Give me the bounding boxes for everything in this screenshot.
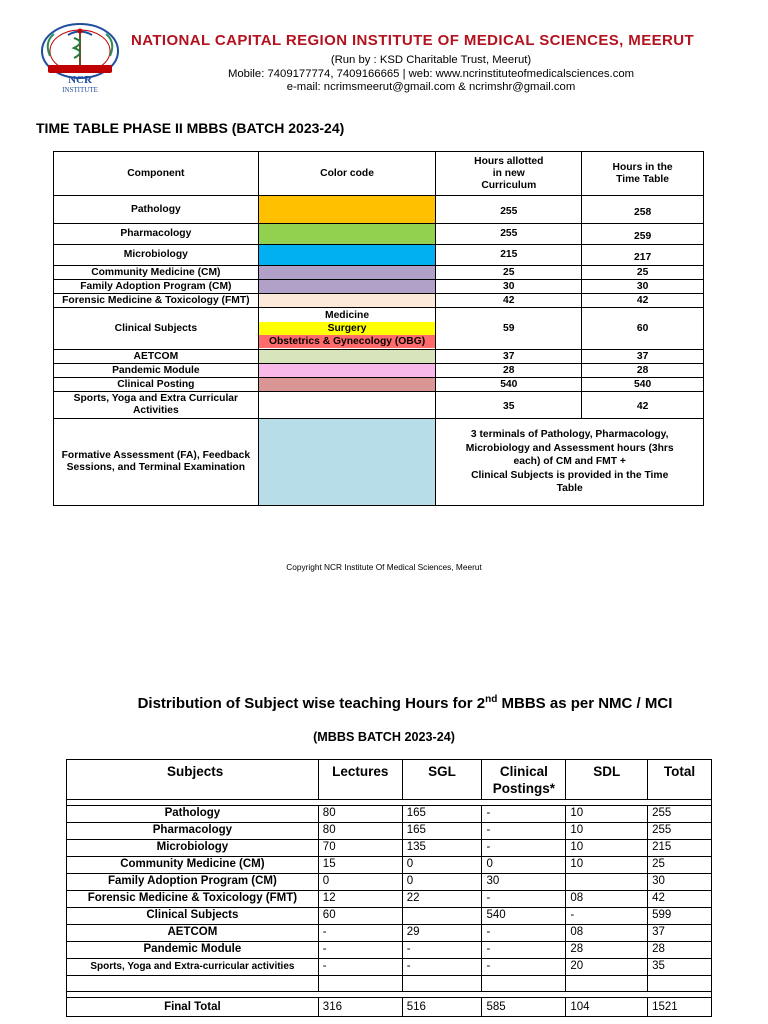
component-cell: Clinical Posting xyxy=(54,378,259,392)
header-color-code: Color code xyxy=(258,152,436,196)
blank-row xyxy=(67,976,712,992)
total-cell: 25 xyxy=(648,857,712,874)
final-total-label: Final Total xyxy=(67,998,319,1017)
sgl-cell: 135 xyxy=(402,840,482,857)
table-row xyxy=(54,294,704,308)
table-row xyxy=(54,266,704,280)
timetable-cell: 217 xyxy=(582,245,704,266)
note-line4: Clinical Subjects is provided in the Time xyxy=(471,469,669,481)
sdl-cell: 10 xyxy=(566,823,648,840)
color-swatch xyxy=(258,419,436,506)
total-cell: 255 xyxy=(648,823,712,840)
timetable-cell: 42 xyxy=(582,294,704,308)
sdl-cell: - xyxy=(566,908,648,925)
distribution-table xyxy=(66,759,712,1017)
header-hours-allotted-line3: Curriculum xyxy=(481,179,537,191)
subject-cell: Community Medicine (CM) xyxy=(67,857,319,874)
table-row xyxy=(54,280,704,294)
total-cell: 35 xyxy=(648,959,712,976)
email-text: e-mail: ncrimsmeerut@gmail.com & ncrimshr@gmail.com xyxy=(286,81,576,93)
timetable-table xyxy=(53,151,704,506)
timetable-cell: 25 xyxy=(582,266,704,280)
run-by-text: (Run by : KSD Charitable Trust, Meerut) xyxy=(330,54,532,66)
table-row xyxy=(54,350,704,364)
sgl-cell: 0 xyxy=(402,874,482,891)
allotted-cell: 255 xyxy=(436,196,582,224)
final-clinical: 585 xyxy=(482,998,566,1017)
clinical-cell: - xyxy=(482,823,566,840)
formative-line1: Formative Assessment (FA), Feedback xyxy=(61,450,251,461)
component-cell: Microbiology xyxy=(54,245,259,266)
clinical-cell: 30 xyxy=(482,874,566,891)
clinical-cell: - xyxy=(482,942,566,959)
header-hours-allotted-line2: in new xyxy=(492,167,525,179)
letterhead xyxy=(34,22,730,96)
color-swatch xyxy=(258,392,436,419)
color-swatch xyxy=(258,266,436,280)
table-row xyxy=(67,942,712,959)
component-cell: Pandemic Module xyxy=(54,364,259,378)
table-row xyxy=(67,874,712,891)
allotted-cell: 37 xyxy=(436,350,582,364)
color-swatch xyxy=(258,224,436,245)
component-cell: Clinical Subjects xyxy=(54,308,259,350)
component-cell: Pharmacology xyxy=(54,224,259,245)
lectures-cell: 0 xyxy=(318,874,402,891)
timetable-cell: 30 xyxy=(582,280,704,294)
copyright-text: Copyright NCR Institute Of Medical Sciences, Meerut xyxy=(286,562,482,572)
header-subjects: Subjects xyxy=(67,760,319,800)
timetable-cell: 259 xyxy=(582,224,704,245)
component-cell: Family Adoption Program (CM) xyxy=(54,280,259,294)
lectures-cell: 15 xyxy=(318,857,402,874)
table-row xyxy=(67,925,712,942)
sdl-cell: 20 xyxy=(566,959,648,976)
total-cell: 255 xyxy=(648,806,712,823)
institute-name: NATIONAL CAPITAL REGION INSTITUTE OF MEDICAL SCIENCES, MEERUT xyxy=(131,32,695,49)
lectures-cell: - xyxy=(318,942,402,959)
sdl-cell: 10 xyxy=(566,857,648,874)
sgl-cell: 165 xyxy=(402,823,482,840)
surgery-swatch: Surgery xyxy=(259,322,436,335)
sgl-cell: - xyxy=(402,959,482,976)
sdl-cell: 28 xyxy=(566,942,648,959)
final-total-row xyxy=(67,998,712,1017)
title-sup: nd xyxy=(485,694,498,705)
logo-text-institute: INSTITUTE xyxy=(62,86,98,94)
allotted-cell: 28 xyxy=(436,364,582,378)
component-cell xyxy=(54,392,259,419)
table-row-formative xyxy=(54,419,704,506)
header-sgl: SGL xyxy=(402,760,482,800)
lectures-cell: - xyxy=(318,925,402,942)
table-row-clinical xyxy=(54,308,704,350)
table-row xyxy=(54,196,704,224)
timetable-cell: 42 xyxy=(582,392,704,419)
table-row xyxy=(67,840,712,857)
timetable-cell: 540 xyxy=(582,378,704,392)
total-cell: 28 xyxy=(648,942,712,959)
table-row xyxy=(54,224,704,245)
sgl-cell: - xyxy=(402,942,482,959)
clinical-cell: - xyxy=(482,925,566,942)
color-swatch xyxy=(258,350,436,364)
table-header-row xyxy=(67,760,712,800)
header-component: Component xyxy=(54,152,259,196)
contact-text: Mobile: 7409177774, 7409166665 | web: www.ncrinstituteofmedicalsciences.com xyxy=(227,68,635,80)
table-row xyxy=(67,857,712,874)
note-line5: Table xyxy=(556,483,583,495)
allotted-cell: 42 xyxy=(436,294,582,308)
sdl-cell: 08 xyxy=(566,891,648,908)
note-line2: Microbiology and Assessment hours (3hrs xyxy=(465,442,674,454)
header-clinical xyxy=(482,760,566,800)
total-cell: 599 xyxy=(648,908,712,925)
clinical-cell: - xyxy=(482,806,566,823)
timetable-cell: 28 xyxy=(582,364,704,378)
header-sdl: SDL xyxy=(566,760,648,800)
component-cell: Community Medicine (CM) xyxy=(54,266,259,280)
subject-cell: AETCOM xyxy=(67,925,319,942)
timetable-cell: 60 xyxy=(582,308,704,350)
clinical-cell: - xyxy=(482,840,566,857)
logo-text-ncr: NCR xyxy=(68,74,92,86)
allotted-cell: 59 xyxy=(436,308,582,350)
clinical-cell: 0 xyxy=(482,857,566,874)
distribution-title xyxy=(0,694,768,712)
color-swatch xyxy=(258,245,436,266)
final-total: 1521 xyxy=(648,998,712,1017)
medicine-swatch: Medicine xyxy=(259,309,436,322)
obg-swatch: Obstetrics & Gynecology (OBG) xyxy=(259,335,436,348)
title-pre: Distribution of Subject wise teaching Hours for 2 xyxy=(137,695,486,712)
total-cell: 215 xyxy=(648,840,712,857)
clinical-color-cell xyxy=(258,308,436,350)
header-hours-allotted xyxy=(436,152,582,196)
color-swatch xyxy=(258,196,436,224)
final-sgl: 516 xyxy=(402,998,482,1017)
table-row xyxy=(67,959,712,976)
note-line1: 3 terminals of Pathology, Pharmacology, xyxy=(470,429,669,441)
color-swatch xyxy=(258,364,436,378)
note-line3: each) of CM and FMT + xyxy=(513,456,626,468)
table-row xyxy=(54,245,704,266)
lectures-cell: 70 xyxy=(318,840,402,857)
header-hours-tt-line1: Hours in the xyxy=(612,161,673,173)
distribution-subtitle: (MBBS BATCH 2023-24) xyxy=(313,730,455,744)
sgl-cell: 165 xyxy=(402,806,482,823)
header-total: Total xyxy=(648,760,712,800)
header-clinical-line2: Postings* xyxy=(492,781,556,796)
sports-line2: Activities xyxy=(132,405,179,416)
sdl-cell: 08 xyxy=(566,925,648,942)
distribution-body xyxy=(67,806,712,976)
header-hours-allotted-line1: Hours allotted xyxy=(474,155,544,167)
table-row xyxy=(67,908,712,925)
header-clinical-line1: Clinical xyxy=(499,764,548,779)
sgl-cell: 22 xyxy=(402,891,482,908)
table-row xyxy=(54,364,704,378)
color-swatch xyxy=(258,280,436,294)
total-cell: 42 xyxy=(648,891,712,908)
color-swatch xyxy=(258,294,436,308)
formative-line2: Sessions, and Terminal Examination xyxy=(66,462,246,473)
header-lectures: Lectures xyxy=(318,760,402,800)
allotted-cell: 540 xyxy=(436,378,582,392)
component-cell xyxy=(54,419,259,506)
timetable-cell: 37 xyxy=(582,350,704,364)
subject-cell: Pharmacology xyxy=(67,823,319,840)
formative-note xyxy=(436,419,704,506)
header-hours-tt-line2: Time Table xyxy=(616,173,670,185)
clinical-cell: - xyxy=(482,891,566,908)
allotted-cell: 35 xyxy=(436,392,582,419)
clinical-cell: 540 xyxy=(482,908,566,925)
subject-cell: Sports, Yoga and Extra-curricular activities xyxy=(67,959,319,976)
allotted-cell: 215 xyxy=(436,245,582,266)
total-cell: 30 xyxy=(648,874,712,891)
table-row xyxy=(67,806,712,823)
header-hours-timetable xyxy=(582,152,704,196)
subject-cell: Microbiology xyxy=(67,840,319,857)
timetable-cell: 258 xyxy=(582,196,704,224)
title-post: MBBS as per NMC / MCI xyxy=(497,695,673,712)
lectures-cell: 60 xyxy=(318,908,402,925)
institute-logo xyxy=(34,22,126,96)
subject-cell: Clinical Subjects xyxy=(67,908,319,925)
lectures-cell: 12 xyxy=(318,891,402,908)
sports-line1: Sports, Yoga and Extra Curricular xyxy=(73,393,239,404)
sgl-cell: 29 xyxy=(402,925,482,942)
sgl-cell xyxy=(402,908,482,925)
table-row xyxy=(67,891,712,908)
color-swatch xyxy=(258,378,436,392)
subject-cell: Family Adoption Program (CM) xyxy=(67,874,319,891)
clinical-subjects-colors xyxy=(259,309,436,348)
subject-cell: Forensic Medicine & Toxicology (FMT) xyxy=(67,891,319,908)
table-header-row xyxy=(54,152,704,196)
table-row-sports xyxy=(54,392,704,419)
component-cell: Forensic Medicine & Toxicology (FMT) xyxy=(54,294,259,308)
sdl-cell: 10 xyxy=(566,806,648,823)
sdl-cell xyxy=(566,874,648,891)
clinical-cell: - xyxy=(482,959,566,976)
total-cell: 37 xyxy=(648,925,712,942)
final-sdl: 104 xyxy=(566,998,648,1017)
allotted-cell: 255 xyxy=(436,224,582,245)
subject-cell: Pathology xyxy=(67,806,319,823)
sgl-cell: 0 xyxy=(402,857,482,874)
sdl-cell: 10 xyxy=(566,840,648,857)
allotted-cell: 25 xyxy=(436,266,582,280)
subject-cell: Pandemic Module xyxy=(67,942,319,959)
final-lectures: 316 xyxy=(318,998,402,1017)
lectures-cell: 80 xyxy=(318,823,402,840)
component-cell: AETCOM xyxy=(54,350,259,364)
component-cell: Pathology xyxy=(54,196,259,224)
lectures-cell: 80 xyxy=(318,806,402,823)
allotted-cell: 30 xyxy=(436,280,582,294)
timetable-title: TIME TABLE PHASE II MBBS (BATCH 2023-24) xyxy=(36,120,345,136)
table-row xyxy=(67,823,712,840)
table-row xyxy=(54,378,704,392)
lectures-cell: - xyxy=(318,959,402,976)
